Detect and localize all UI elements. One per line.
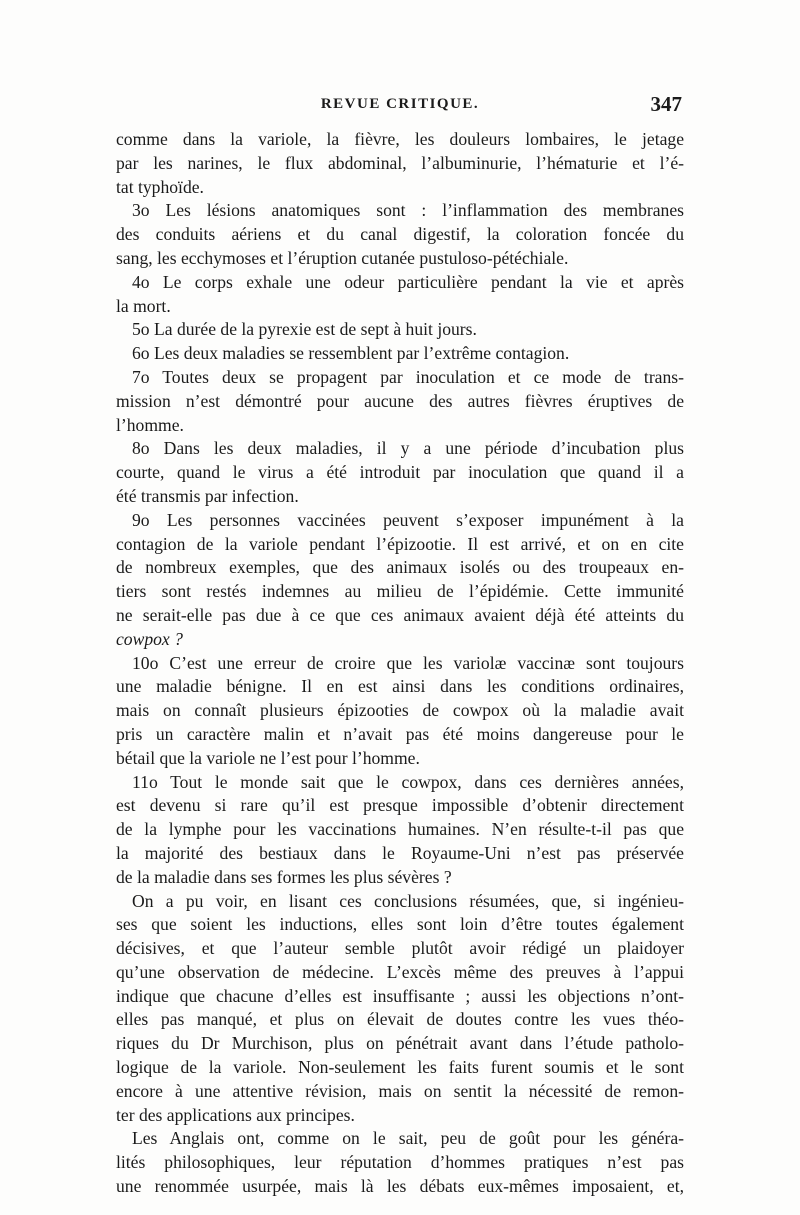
running-title: REVUE CRITIQUE.: [320, 96, 480, 112]
text-line: ne serait-elle pas due à ce que ces animaux avaient déjà été atteints du: [116, 604, 684, 625]
text-line: tat typhoïde.: [116, 176, 204, 197]
text-line: 8o Dans les deux maladies, il y a une période d’incubation plus: [132, 438, 684, 459]
text-line: pris un caractère malin et n’avait pas été moins dangereuse pour le: [116, 723, 684, 744]
text-line: de la lymphe pour les vaccinations humaines. N’en résulte-t-il pas que: [116, 819, 684, 840]
text-line: des conduits aériens et du canal digestif, la coloration foncée du: [116, 224, 684, 245]
text-line: par les narines, le flux abdominal, l’albuminurie, l’hématurie et l’é-: [116, 152, 684, 173]
text-line: comme dans la variole, la fièvre, les douleurs lombaires, le jetage: [116, 129, 684, 149]
text-line: la majorité des bestiaux dans le Royaume-Uni n’est pas préservée: [116, 842, 684, 863]
text-line: la mort.: [116, 295, 171, 316]
text-line: 5o La durée de la pyrexie est de sept à huit jours.: [132, 319, 477, 340]
text-line: ses que soient les inductions, elles sont loin d’être toutes également: [116, 914, 684, 935]
text-line: est devenu si rare qu’il est presque impossible d’obtenir directement: [116, 795, 684, 816]
text-line: 6o Les deux maladies se ressemblent par l’extrême contagion.: [132, 343, 570, 364]
text-line: 4o Le corps exhale une odeur particulière pendant la vie et après: [132, 271, 684, 292]
text-line: mission n’est démontré pour aucune des autres fièvres éruptives de: [116, 390, 684, 411]
text-line: logique de la variole. Non-seulement les faits furent soumis et le sont: [116, 1057, 684, 1078]
text-line: 11o Tout le monde sait que le cowpox, dans ces dernières années,: [132, 771, 684, 792]
text-line: tiers sont restés indemnes au milieu de l’épidémie. Cette immunité: [116, 581, 684, 602]
page-number: 347: [650, 92, 682, 116]
text-line: courte, quand le virus a été introduit par inoculation que quand il a: [116, 462, 684, 483]
text-line: 3o Les lésions anatomiques sont : l’inflammation des membranes: [132, 200, 684, 221]
text-line: ter des applications aux principes.: [116, 1104, 355, 1125]
text-line: de la maladie dans ses formes les plus sévères ?: [116, 866, 452, 887]
body-text: [116, 128, 684, 1199]
text-line: Les Anglais ont, comme on le sait, peu de goût pour les généra-: [132, 1128, 684, 1149]
text-line: décisives, et que l’auteur semble plutôt avoir rédigé un plaidoyer: [116, 938, 684, 959]
text-line: 10o C’est une erreur de croire que les variolæ vaccinæ sont toujours: [132, 652, 684, 673]
text-line: encore à une attentive révision, mais on sentit la nécessité de remon-: [116, 1080, 684, 1101]
text-line: une renommée usurpée, mais là les débats eux-mêmes imposaient, et,: [116, 1176, 684, 1197]
text-line: de nombreux exemples, que des animaux isolés ou des troupeaux en-: [116, 557, 684, 578]
text-line: bétail que la variole ne l’est pour l’homme.: [116, 747, 420, 768]
text-line: 9o Les personnes vaccinées peuvent s’exposer impunément à la: [132, 509, 684, 530]
text-line: 7o Toutes deux se propagent par inoculation et ce mode de trans-: [132, 366, 684, 387]
text-line: indique que chacune d’elles est insuffisante ; aussi les objections n’ont-: [116, 985, 684, 1006]
text-line: elles pas manqué, et plus on élevait de doutes contre les vues théo-: [116, 1009, 684, 1030]
running-head: [116, 92, 684, 122]
text-line: riques du Dr Murchison, plus on pénétrait avant dans l’étude patholo-: [116, 1033, 684, 1054]
text-line: contagion de la variole pendant l’épizootie. Il est arrivé, et on en cite: [116, 533, 684, 554]
text-line: sang, les ecchymoses et l’éruption cutanée pustuloso-pétéchiale.: [116, 247, 569, 268]
text-line: cowpox ?: [116, 628, 183, 649]
text-line: lités philosophiques, leur réputation d’hommes pratiques n’est pas: [116, 1152, 684, 1173]
text-line: mais on connaît plusieurs épizooties de cowpox où la maladie avait: [116, 700, 684, 721]
text-line: été transmis par infection.: [116, 485, 299, 506]
text-line: On a pu voir, en lisant ces conclusions résumées, que, si ingénieu-: [132, 890, 684, 911]
text-line: l’homme.: [116, 414, 184, 435]
text-line: qu’une observation de médecine. L’excès même des preuves à l’appui: [116, 961, 684, 982]
text-line: une maladie bénigne. Il en est ainsi dans les conditions ordinaires,: [116, 676, 684, 697]
